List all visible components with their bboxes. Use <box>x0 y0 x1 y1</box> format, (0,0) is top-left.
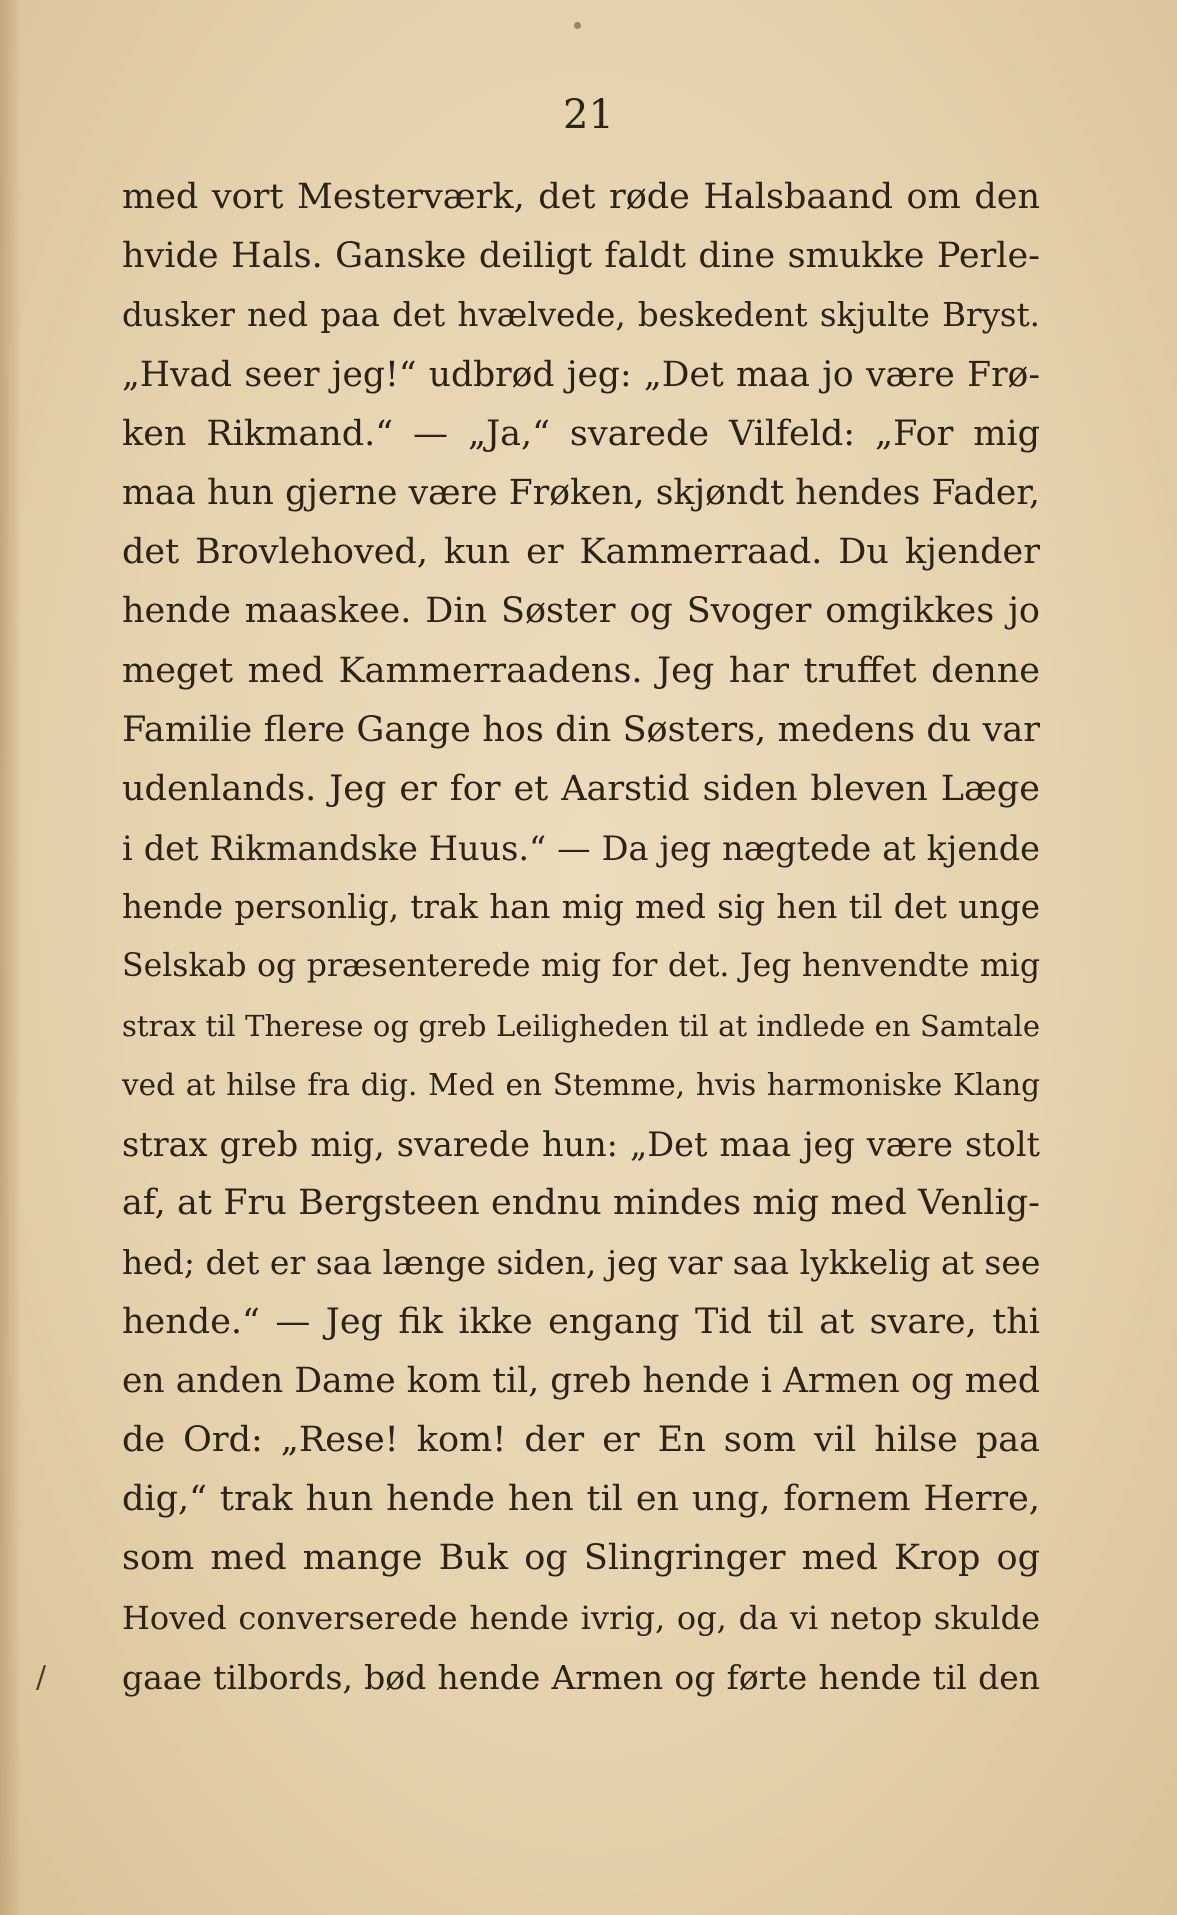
text-line: Hoved converserede hende ivrig, og, da vi netop skulde <box>122 1598 1040 1637</box>
text-line: ved at hilse fra dig. Med en Stemme, hvis harmoniske Klang <box>122 1067 1040 1102</box>
text-line: udenlands. Jeg er for et Aarstid siden bleven Læge <box>122 768 1040 809</box>
text-line: med vort Mesterværk, det røde Halsbaand om den <box>122 177 1040 217</box>
text-line: Selskab og præsenterede mig for det. Jeg henvendte mig <box>122 948 1040 985</box>
text-line: i det Rikmandske Huus.“ — Da jeg nægtede at kjende <box>122 829 1040 869</box>
text-line: ken Rikmand.“ — „Ja,“ svarede Vilfeld: „For mig <box>122 413 1040 454</box>
text-line: en anden Dame kom til, greb hende i Armen og med <box>122 1360 1040 1401</box>
text-line: dig,“ trak hun hende hen til en ung, fornem Herre, <box>122 1479 1040 1520</box>
page-number: 21 <box>563 92 614 138</box>
text-line: „Hvad seer jeg!“ udbrød jeg: „Det maa jo være Frø- <box>122 354 1040 395</box>
text-line: strax greb mig, svarede hun: „Det maa jeg være stolt <box>122 1125 1040 1164</box>
text-line: de Ord: „Rese! kom! der er En som vil hilse paa <box>122 1419 1040 1460</box>
text-line: strax til Therese og greb Leiligheden til at indlede en Samtale <box>122 1008 1040 1043</box>
page-gutter-shadow <box>0 0 22 1915</box>
text-line: gaae tilbords, bød hende Armen og førte hende til den <box>122 1657 1040 1697</box>
text-line: Familie flere Gange hos din Søsters, medens du var <box>122 709 1040 750</box>
text-line: dusker ned paa det hvælvede, beskedent skjulte Bryst. <box>122 296 1040 335</box>
margin-pencil-mark: / <box>36 1660 47 1695</box>
text-line: hende personlig, trak han mig med sig hen til det unge <box>122 888 1040 927</box>
paper-speck <box>574 22 581 29</box>
text-line: maa hun gjerne være Frøken, skjøndt hendes Fader, <box>122 472 1040 513</box>
text-line: hende maaskee. Din Søster og Svoger omgikkes jo <box>122 591 1040 632</box>
text-line: det Brovlehoved, kun er Kammerraad. Du kjender <box>122 532 1040 573</box>
text-line: hende.“ — Jeg fik ikke engang Tid til at svare, thi <box>122 1301 1040 1342</box>
text-line: hvide Hals. Ganske deiligt faldt dine smukke Perle- <box>122 236 1040 277</box>
text-line: meget med Kammerraadens. Jeg har truffet denne <box>122 650 1040 691</box>
body-text <box>122 168 1040 1707</box>
text-line: som med mange Buk og Slingringer med Krop og <box>122 1538 1040 1579</box>
text-line: hed; det er saa længe siden, jeg var saa lykkelig at see <box>122 1243 1040 1283</box>
text-line: af, at Fru Bergsteen endnu mindes mig med Venlig- <box>122 1183 1040 1224</box>
